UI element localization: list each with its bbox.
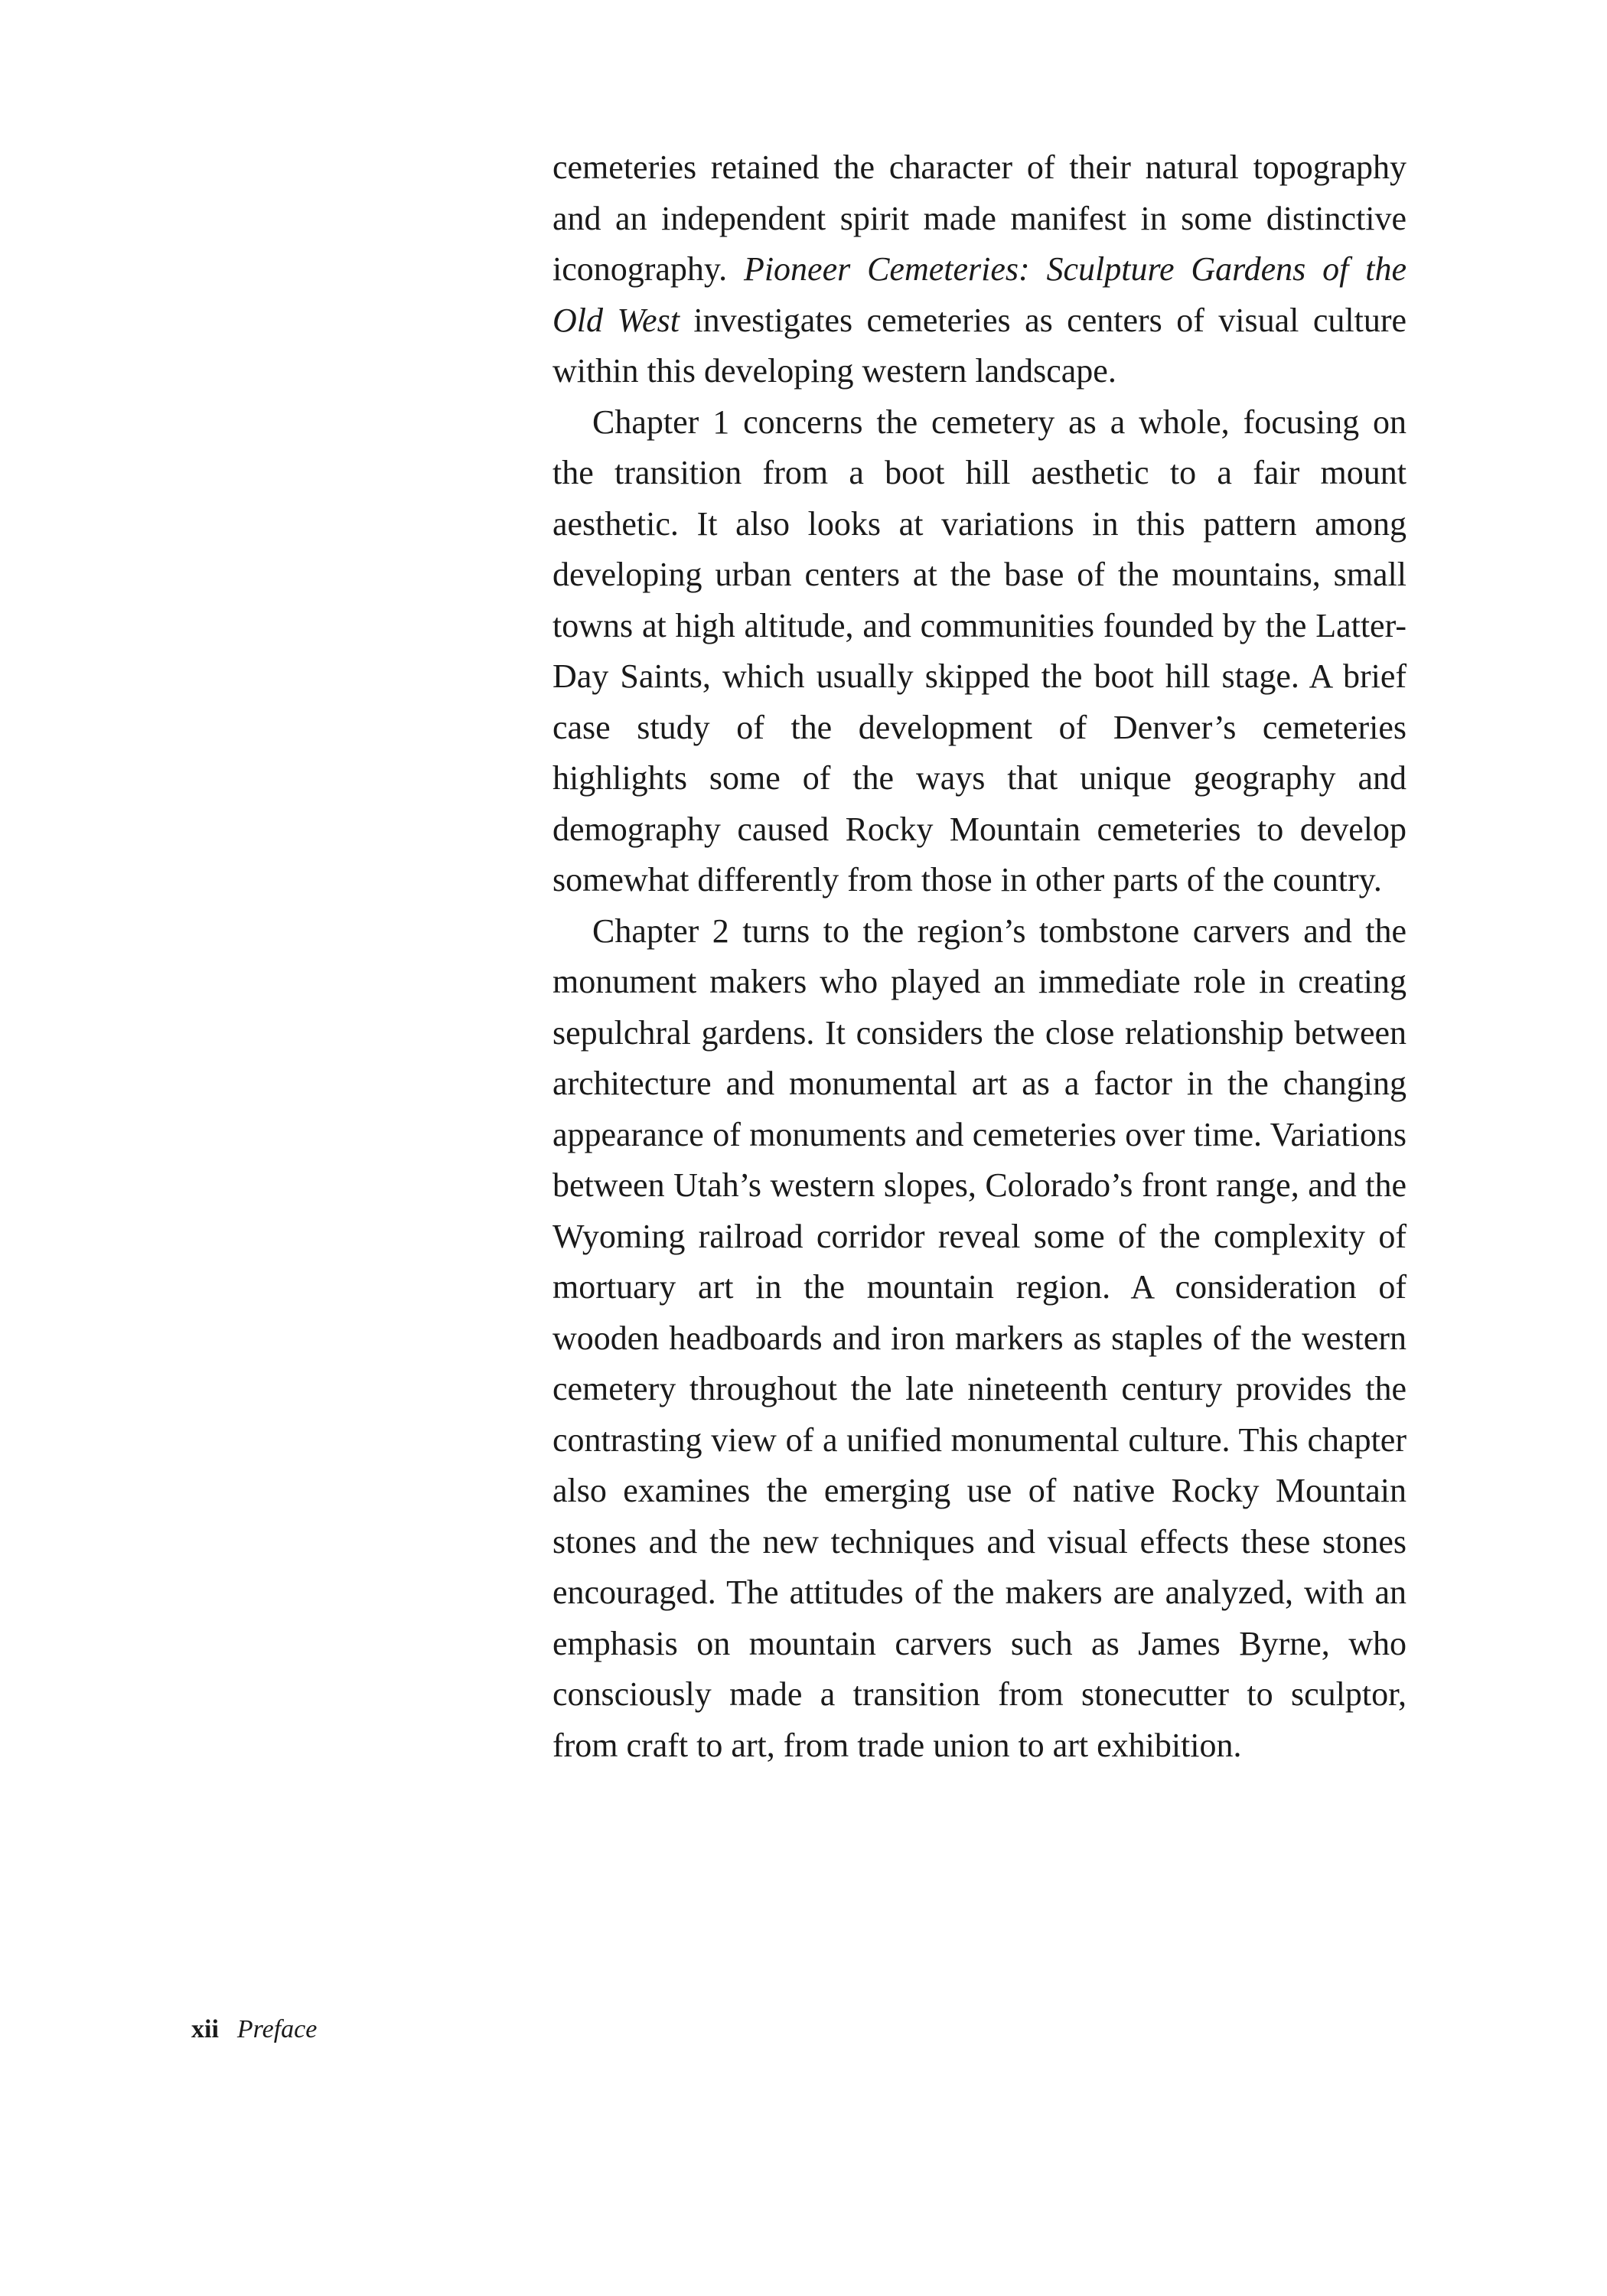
paragraph-1 (553, 142, 1407, 397)
paragraph-1-start: cemeteries retained the character of their natural topography and an independent spirit made manifest in some distinctive iconography. (553, 148, 1407, 288)
paragraph-3: Chapter 2 turns to the region’s tombstone carvers and the monument makers who played an immediate role in creating sepulchral gardens. It considers the close relationship between architecture and monumental art as a factor in the changing appearance of monuments and cemeteries over time. Variations between Utah’s western slopes, Colorado’s front range, and the Wyoming railroad corridor reveal some of the complexity of mortuary art in the mountain region. A consideration of wooden headboards and iron markers as staples of the western cemetery throughout the late nineteenth century provides the contrasting view of a unified monumental culture. This chapter also examines the emerging use of native Rocky Mountain stones and the new techniques and visual effects these stones encouraged. The attitudes of the makers are analyzed, with an emphasis on mountain carvers such as James Byrne, who consciously made a transition from stonecutter to sculptor, from craft to art, from trade union to art exhibition. (553, 912, 1407, 1764)
paragraph-1-end: investigates cemeteries as centers of visual culture within this developing western landscape. (553, 301, 1407, 390)
running-head: Preface (236, 2015, 318, 2043)
book-title: Pioneer Cemeteries: Sculpture Gardens of the Old West (553, 250, 1407, 339)
body-text (553, 142, 1407, 1771)
paragraph-2: Chapter 1 concerns the cemetery as a whole, focusing on the transition from a boot hill aesthetic to a fair mount aesthetic. It also looks at variations in this pattern among developing urban centers at the base of the mountains, small towns at high altitude, and communities founded by the Latter-Day Saints, which usually skipped the boot hill stage. A brief case study of the development of Denver’s cemeteries highlights some of the ways that unique geography and demography caused Rocky Mountain cemeteries to develop somewhat differently from those in other parts of the country. (553, 403, 1407, 899)
page-footer (191, 2014, 317, 2045)
page-number: xii (191, 2015, 219, 2043)
